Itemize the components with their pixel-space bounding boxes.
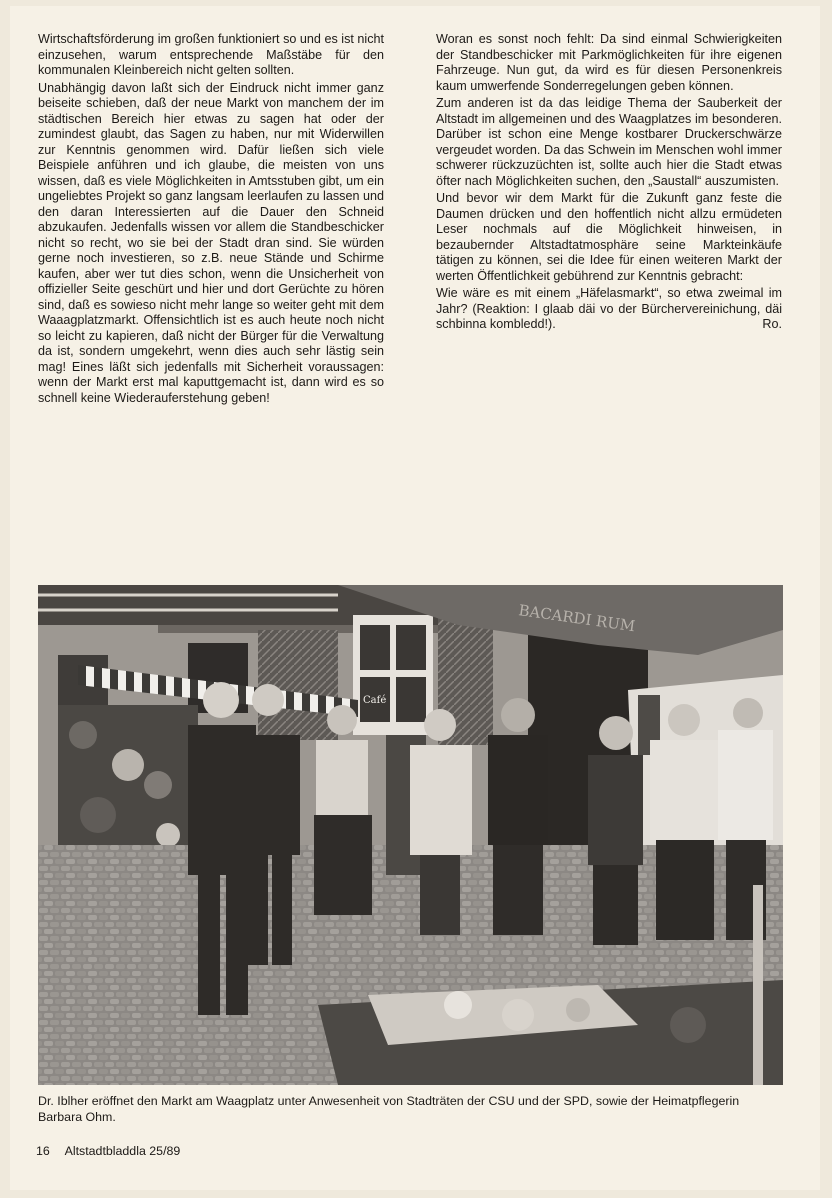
publication-title: Altstadtbladdla 25/89 [64,1144,181,1158]
author-signature: Ro. [762,317,782,331]
article-column-right [436,32,782,335]
market-photo-illustration [38,585,783,1085]
page-footer [36,1144,180,1158]
article-paragraph: Zum anderen ist da das leidige Thema der Sauberkeit der Altstadt im allgemeinen und des Waagplatzes im besonderen. Darüber ist schon eine Menge kostbarer Druckerschwärze vergeudet worden. Da das Schwein im Menschen wohl immer schwerer rückzuzüchten ist, sollte auch hier die Stadt etwas öfter nach Möglichkeiten suchen, den „Saustall“ auszumisten. [436,96,782,188]
closing-text: Wie wäre es mit einem „Häfelasmarkt“, so etwa zweimal im Jahr? (Reaktion: I glaab däi vo der Bürchervereinichung, däi schbinna kombledd!). [436,286,782,331]
photo-caption: Dr. Iblher eröffnet den Markt am Waagplatz unter Anwesenheit von Stadträten der CSU und der SPD, sowie der Heimatpflegerin Barbara Ohm. [38,1094,740,1124]
article-paragraph: Und bevor wir dem Markt für die Zukunft ganz feste die Daumen drücken und den hoffentlich nicht allzu ermüdeten Leser nochmals auf die Möglichkeit hinweisen, in bezaubernder Altstadtatmosphäre seine Markteinkäufe tätigen zu können, sei die Idee für einen weiteren Markt der werten Öffentlichkeit gebührend zur Kenntnis gebracht: [436,191,782,283]
article-paragraph: Unabhängig davon laßt sich der Eindruck nicht immer ganz beiseite schieben, daß der neue Markt von manchem der im städtischen Bereich hier etwas zu sagen hat oder der zumindest glaubt, das Sagen zu haben, nur mit Widerwillen zur Kenntnis genommen wird. Dafür ließen sich viele Beispiele anführen und ich glaube, die meisten von uns wissen, daß es viele Möglichkeiten in Amtsstuben gibt, um ein ungeliebtes Projekt so ganz langsam leerlaufen zu lassen und den daran Interessierten auf die Dauer den Schneid abzukaufen. Jedenfalls wissen vor allem die Standbeschicker nicht so recht, wo sie bei der Stadt dran sind. Sie würden gerne noch investieren, so z.B. neue Stände und Schirme kaufen, aber wer tut dies schon, wenn die Unsicherheit von offizieller Seite geschürt und hier und dort Gerüchte zu hören sind, daß es sowieso nicht mehr lange so weiter geht mit dem Waaagplatzmarkt. Offensichtlich ist es auch heute noch nicht so leicht zu kapieren, daß nicht der Bürger für die Verwaltung da ist, sondern umgekehrt, wenn dies auch sehr lästig sein mag! Eines läßt sich jedenfalls mit Sicherheit voraussagen: wenn der Markt erst mal kaputtgemacht ist, dann wird es so schnell keine Wiederauferstehung geben! [38,80,384,405]
article-column-left [38,32,384,408]
article-paragraph: Woran es sonst noch fehlt: Da sind einmal Schwierigkeiten der Standbeschicker mit Parkmöglichkeiten für ihre eigenen Fahrzeuge. Nun gut, da wird es für diesen Personenkreis kaum umwerfende Sonderregelungen geben können. [436,32,782,93]
article-paragraph-last [436,286,782,333]
umbrella-print: BACARDI RUM [517,601,637,636]
page-number: 16 [36,1144,50,1158]
article-paragraph: Wirtschaftsförderung im großen funktioniert so und es ist nicht einzusehen, warum entsprechende Maßstäbe für den kommunalen Kleinbereich nicht gelten sollten. [38,32,384,77]
market-photo [38,585,783,1085]
cafe-sign: Café [363,695,387,706]
